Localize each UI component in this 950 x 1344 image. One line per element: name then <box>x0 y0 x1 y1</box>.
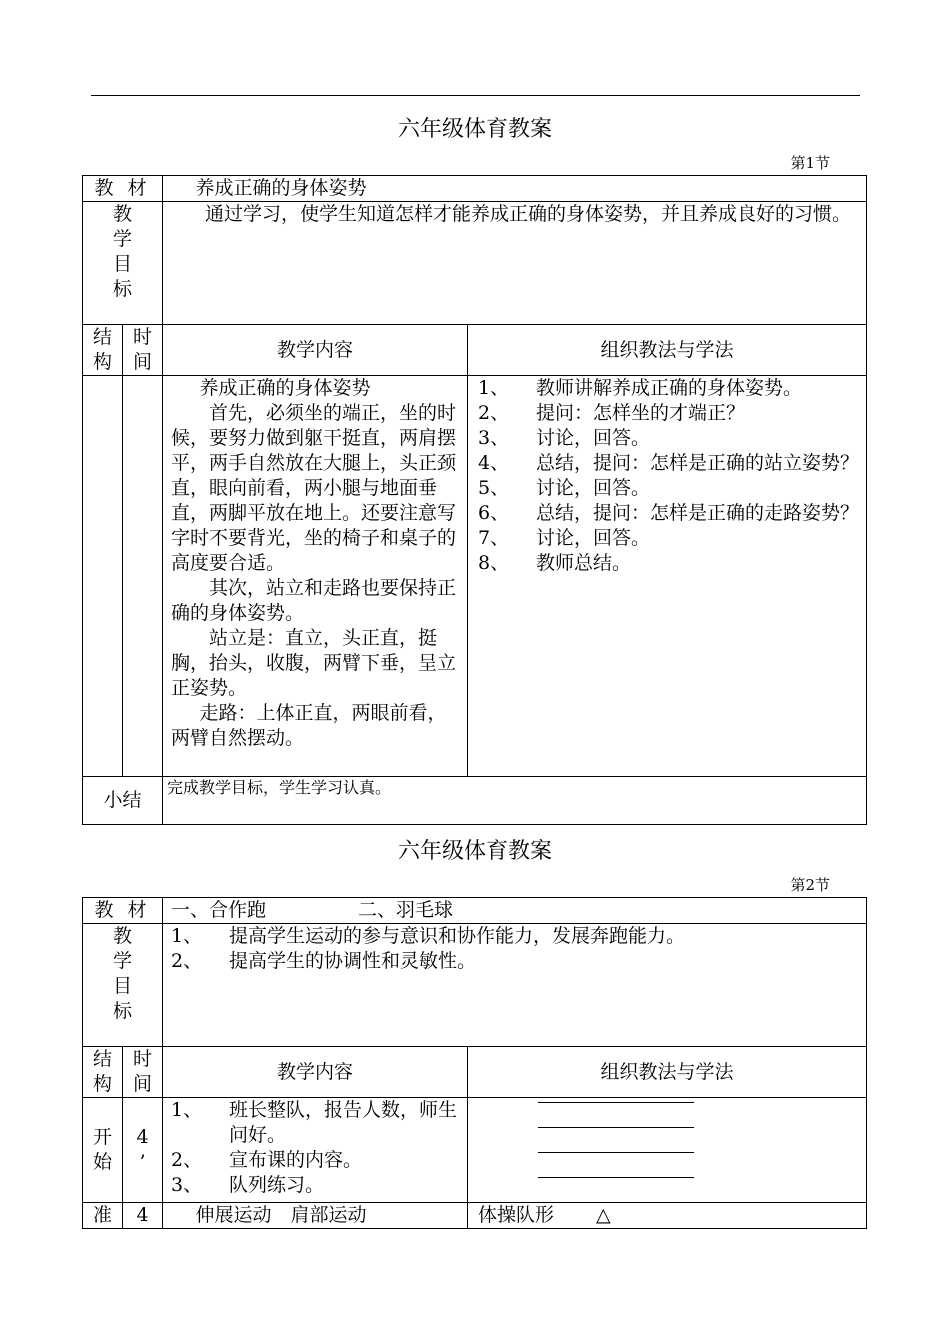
formation-line <box>538 1102 694 1127</box>
list-item: 3、 讨论，回答。 <box>478 427 651 449</box>
material-value: 养成正确的身体姿势 <box>163 176 867 202</box>
lesson2-table <box>82 897 867 1229</box>
method-cell <box>468 376 867 777</box>
list-item: 2、 宣布课的内容。 <box>171 1149 363 1171</box>
content-header: 教学内容 <box>163 1047 468 1098</box>
formation-line <box>538 1177 694 1202</box>
method-text: 体操队形 <box>478 1204 555 1226</box>
time-cell <box>123 376 163 777</box>
time-label: 时 间 <box>123 1047 163 1098</box>
objective-label: 教 学 目 标 <box>83 924 163 1047</box>
objective-list <box>171 924 862 974</box>
method-header: 组织教法与学法 <box>468 1047 867 1098</box>
material-label: 教 材 <box>83 898 163 924</box>
content-header: 教学内容 <box>163 325 468 376</box>
content-paragraph: 其次，站立和走路也要保持正确的身体姿势。 <box>171 577 457 624</box>
material-item: 二、羽毛球 <box>358 899 454 921</box>
time-cell: 4 <box>123 1203 163 1229</box>
material-item: 一、合作跑 <box>171 899 267 921</box>
content-paragraph: 站立是：直立，头正直，挺胸，抬头，收腹，两臂下垂，呈立正姿势。 <box>171 627 457 699</box>
content-paragraph: 走路：上体正直，两眼前看，两臂自然摆动。 <box>171 702 447 749</box>
material-label: 教 材 <box>83 176 163 202</box>
lesson2-number: 第2节 <box>790 876 830 894</box>
summary-label: 小结 <box>83 777 163 825</box>
list-item: 1、 提高学生运动的参与意识和协作能力，发展奔跑能力。 <box>171 925 686 947</box>
list-item: 5、 讨论，回答。 <box>478 477 651 499</box>
lesson1-title: 六年级体育教案 <box>397 117 552 142</box>
formation-diagram <box>468 1098 867 1203</box>
material-value <box>163 898 867 924</box>
content-paragraph: 首先，必须坐的端正，坐的时候，要努力做到躯干挺直，两肩摆平，两手自然放在大腿上，头正颈直，眼向前看，两小腿与地面垂直，两脚平放在地上。还要注意写字时不要背光，坐的椅子和桌子的高度要合适。 <box>171 402 457 574</box>
method-cell <box>468 1203 867 1229</box>
lesson2-title: 六年级体育教案 <box>397 839 552 864</box>
time-label: 时 间 <box>123 325 163 376</box>
structure-label: 结 构 <box>83 325 123 376</box>
objective-text: 通过学习，使学生知道怎样才能养成正确的身体姿势，并且养成良好的习惯。 <box>163 202 867 325</box>
structure-cell: 准 <box>83 1203 123 1229</box>
objective-text <box>163 924 867 1047</box>
content-cell <box>163 376 468 777</box>
structure-cell <box>83 376 123 777</box>
list-item: 8、 教师总结。 <box>478 552 632 574</box>
list-item: 1、 教师讲解养成正确的身体姿势。 <box>478 377 803 399</box>
objective-label: 教 学 目 标 <box>83 202 163 325</box>
triangle-icon: △ <box>596 1204 611 1226</box>
list-item: 1、 班长整队，报告人数，师生问好。 <box>171 1099 458 1146</box>
list-item: 3、 队列练习。 <box>171 1174 325 1196</box>
structure-label: 结 构 <box>83 1047 123 1098</box>
list-item: 2、 提高学生的协调性和灵敏性。 <box>171 950 477 972</box>
list-item: 6、 总结，提问：怎样是正确的走路姿势？ <box>478 502 860 524</box>
list-item: 2、 提问：怎样坐的才端正？ <box>478 402 746 424</box>
content-cell <box>163 1098 468 1203</box>
lesson1-table <box>82 175 867 825</box>
lesson1-number: 第1节 <box>790 154 830 172</box>
formation-line <box>538 1152 694 1177</box>
time-cell: 4 ’ <box>123 1098 163 1203</box>
content-list <box>171 1098 463 1198</box>
content-cell: 伸展运动 肩部运动 <box>163 1203 468 1229</box>
method-list <box>478 376 862 576</box>
structure-cell: 开 始 <box>83 1098 123 1203</box>
top-rule <box>91 95 860 96</box>
method-header: 组织教法与学法 <box>468 325 867 376</box>
list-item: 4、 总结，提问：怎样是正确的站立姿势？ <box>478 452 860 474</box>
list-item: 7、 讨论，回答。 <box>478 527 651 549</box>
summary-text: 完成教学目标，学生学习认真。 <box>163 777 867 825</box>
formation-line <box>538 1127 694 1152</box>
content-heading: 养成正确的身体姿势 <box>199 377 371 399</box>
